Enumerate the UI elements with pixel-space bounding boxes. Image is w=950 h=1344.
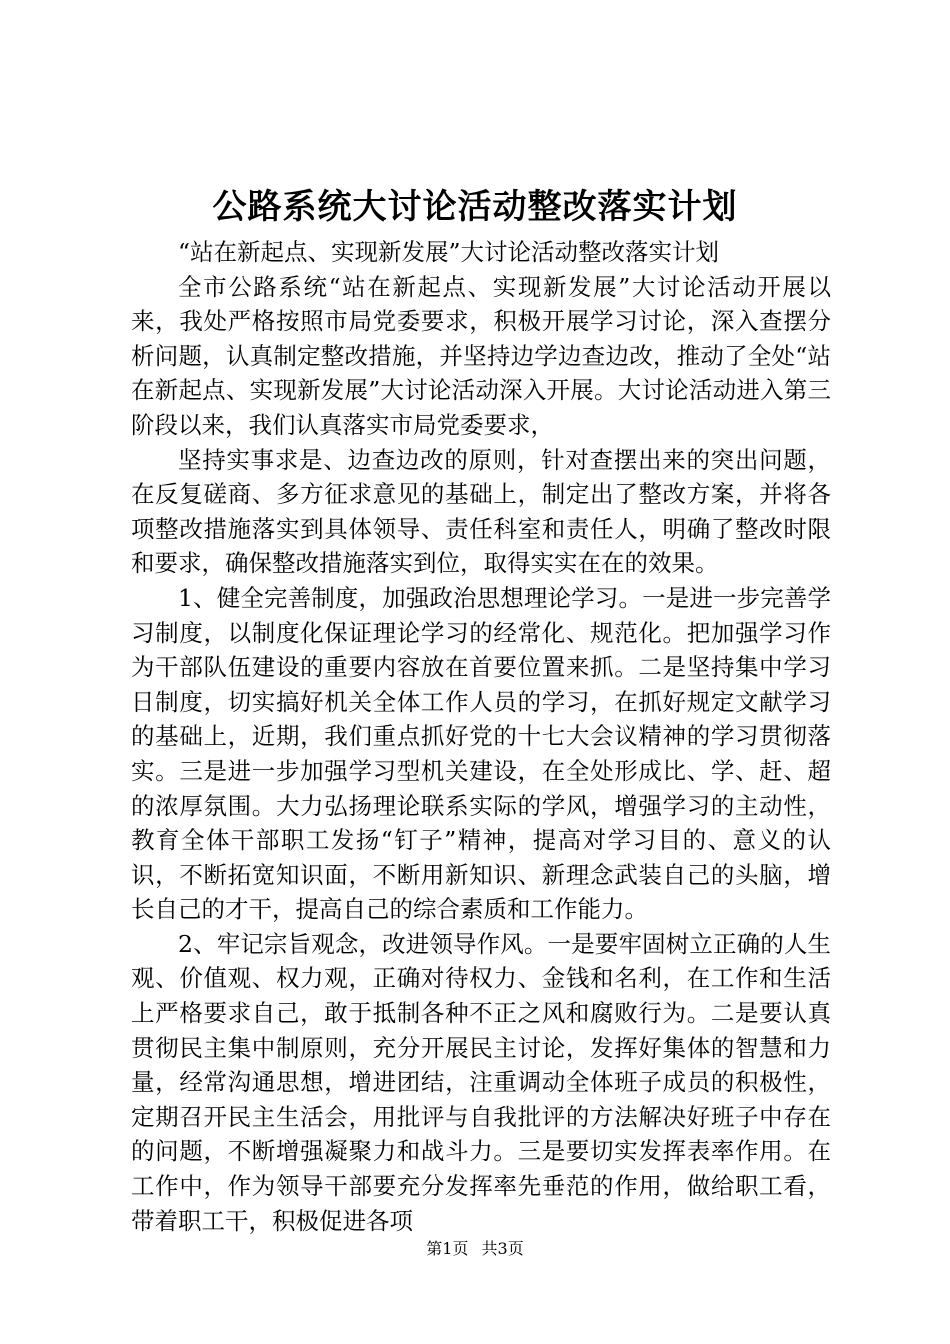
page-footer xyxy=(0,1239,950,1259)
document-body xyxy=(131,235,831,1238)
section-2-paragraph: 2、牢记宗旨观念，改进领导作风。一是要牢固树立正确的人生观、价值观、权力观，正确对待权力、金钱和名利，在工作和生活上严格要求自己，敢于抵制各种不正之风和腐败行为。二是要认真贯彻民主集中制原则，充分开展民主讨论，发挥好集体的智慧和力量，经常沟通思想，增进团结，注重调动全体班子成员的积极性，定期召开民主生活会，用批评与自我批评的方法解决好班子中存在的问题，不断增强凝聚力和战斗力。三是要切实发挥表率作用。在工作中，作为领导干部要充分发挥率先垂范的作用，做给职工看，带着职工干，积极促进各项 xyxy=(131,929,831,1235)
page-total: 共3页 xyxy=(481,1239,524,1258)
intro-paragraph: 全市公路系统“站在新起点、实现新发展”大讨论活动开展以来，我处严格按照市局党委要求，积极开展学习讨论，深入查摆分析问题，认真制定整改措施，并坚持边学边查边改，推动了全处“站在新起点、实现新发展”大讨论活动深入开展。大讨论活动进入第三阶段以来，我们认真落实市局党委要求， xyxy=(131,272,831,439)
page-number: 第1页 xyxy=(426,1239,469,1258)
document-title: 公路系统大讨论活动整改落实计划 xyxy=(212,187,738,227)
subtitle-paragraph: “站在新起点、实现新发展”大讨论活动整改落实计划 xyxy=(178,238,720,266)
principle-paragraph: 坚持实事求是、边查边改的原则，针对查摆出来的突出问题，在反复磋商、多方征求意见的基础上，制定出了整改方案，并将各项整改措施落实到具体领导、责任科室和责任人，明确了整改时限和要求，确保整改措施落实到位，取得实实在在的效果。 xyxy=(131,445,831,578)
section-1-paragraph: 1、健全完善制度，加强政治思想理论学习。一是进一步完善学习制度，以制度化保证理论学习的经常化、规范化。把加强学习作为干部队伍建设的重要内容放在首要位置来抓。二是坚持集中学习日制度，切实搞好机关全体工作人员的学习，在抓好规定文献学习的基础上，近期，我们重点抓好党的十七大会议精神的学习贯彻落实。三是进一步加强学习型机关建设，在全处形成比、学、赶、超的浓厚氛围。大力弘扬理论联系实际的学风，增强学习的主动性，教育全体干部职工发扬“钉子”精神，提高对学习目的、意义的认识，不断拓宽知识面，不断用新知识、新理念武装自己的头脑，增长自己的才干，提高自己的综合素质和工作能力。 xyxy=(131,583,831,924)
